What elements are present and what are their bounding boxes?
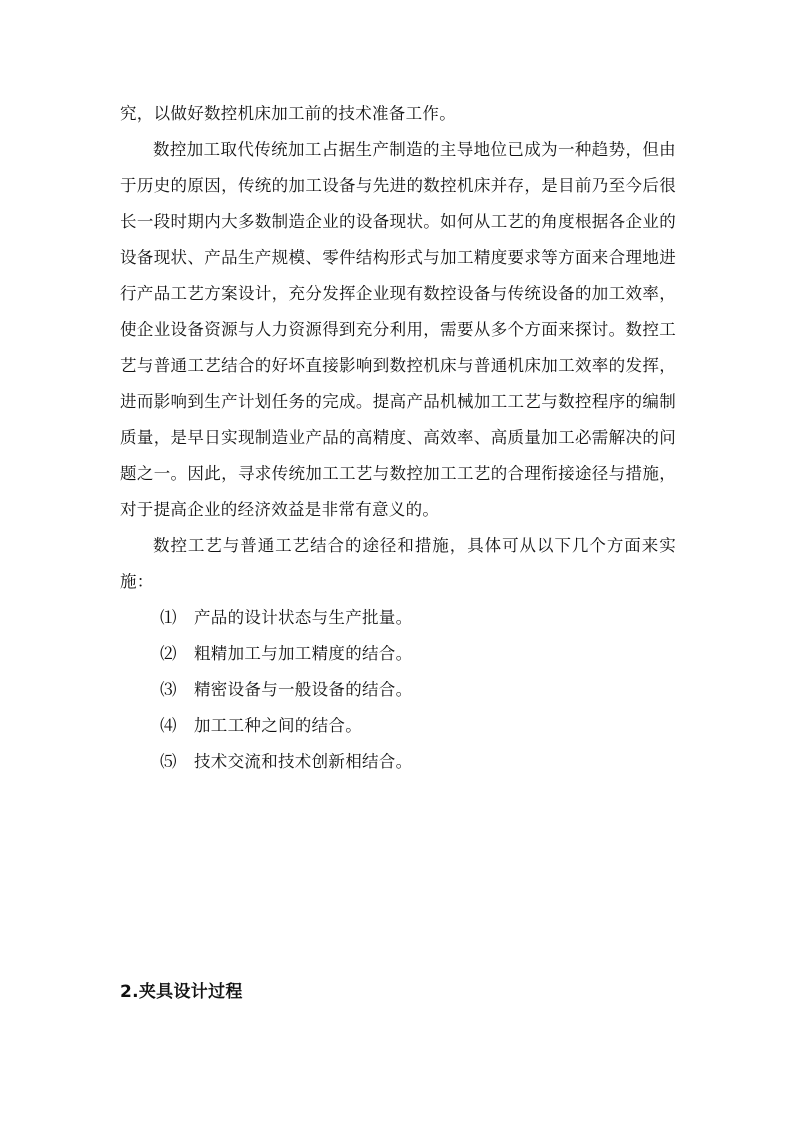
list-item-text: 粗精加工与加工精度的结合。 (194, 644, 413, 663)
list-item (120, 672, 676, 708)
list-item-text: 精密设备与一般设备的结合。 (194, 680, 413, 699)
section-heading: 2.夹具设计过程 (120, 982, 243, 1002)
list-item-number: ⑷ (160, 716, 177, 735)
list-item (120, 636, 676, 672)
paragraph-measures-intro: 数控工艺与普通工艺结合的途径和措施，具体可从以下几个方面来实施： (120, 536, 676, 591)
list-item-text: 产品的设计状态与生产批量。 (194, 608, 413, 627)
paragraph-cnc-overview: 数控加工取代传统加工占据生产制造的主导地位已成为一种趋势，但由于历史的原因，传统的加工设备与先进的数控机床并存，是目前乃至今后很长一段时期内大多数制造企业的设备现状。如何从工艺的角度根据各企业的设备现状、产品生产规模、零件结构形式与加工精度要求等方面来合理地进行产品工艺方案设计，充分发挥企业现有数控设备与传统设备的加工效率，使企业设备资源与人力资源得到充分利用，需要从多个方面来探讨。数控工艺与普通工艺结合的好坏直接影响到数控机床与普通机床加工效率的发挥，进而影响到生产计划任务的完成。提高产品机械加工工艺与数控程序的编制质量，是早日实现制造业产品的高精度、高效率、高质量加工必需解决的问题之一。因此，寻求传统加工工艺与数控加工工艺的合理衔接途径与措施，对于提高企业的经济效益是非常有意义的。 (120, 140, 676, 519)
list-item-number: ⑶ (160, 680, 177, 699)
list-item (120, 600, 676, 636)
paragraph-continuation: 究，以做好数控机床加工前的技术准备工作。 (120, 104, 456, 123)
list-item-number: ⑸ (160, 752, 177, 771)
list-item-text: 加工工种之间的结合。 (194, 716, 362, 735)
list-item (120, 708, 676, 744)
list-item-number: ⑵ (160, 644, 177, 663)
measures-list (120, 600, 676, 780)
document-body (120, 96, 676, 780)
list-item-number: ⑴ (160, 608, 177, 627)
list-item-text: 技术交流和技术创新相结合。 (194, 752, 413, 771)
list-item (120, 744, 676, 780)
